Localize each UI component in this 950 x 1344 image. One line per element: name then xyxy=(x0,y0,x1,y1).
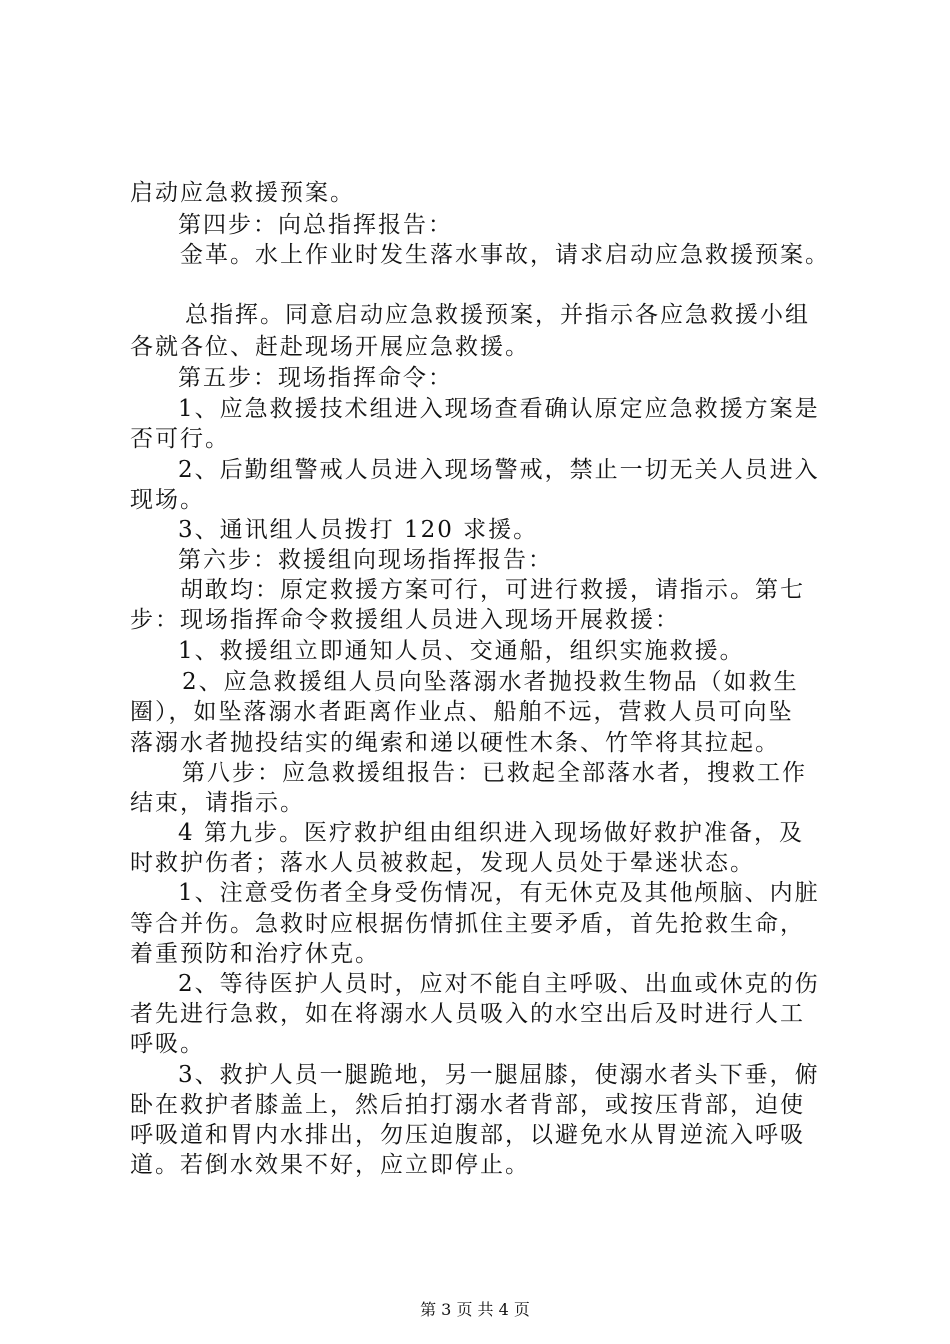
page-footer: 第 3 页 共 4 页 xyxy=(420,1300,530,1319)
text-line: 胡敢均：原定救援方案可行，可进行救援，请指示。第七 xyxy=(180,577,805,603)
text-line: 时救护伤者；落水人员被救起，发现人员处于晕迷状态。 xyxy=(130,850,755,876)
text-line: 2、等待医护人员时，应对不能自主呼吸、出血或休克的伤 xyxy=(178,971,820,997)
text-line: 总指挥。同意启动应急救援预案，并指示各应急救援小组 xyxy=(185,302,810,328)
text-line: 者先进行急救，如在将溺水人员吸入的水空出后及时进行人工 xyxy=(130,1001,805,1027)
text-line: 金革。水上作业时发生落水事故，请求启动应急救援预案。 xyxy=(180,242,830,268)
text-line: 圈），如坠落溺水者距离作业点、船舶不远，营救人员可向坠 xyxy=(130,699,794,725)
text-line: 1、注意受伤者全身受伤情况，有无休克及其他颅脑、内脏 xyxy=(178,880,820,906)
text-line: 1、应急救援技术组进入现场查看确认原定应急救援方案是 xyxy=(178,396,820,422)
text-line: 现场。 xyxy=(130,487,205,513)
text-line: 着重预防和治疗休克。 xyxy=(130,941,380,967)
text-line: 第四步：向总指挥报告： xyxy=(178,212,453,238)
text-line: 呼吸。 xyxy=(130,1031,205,1057)
text-line: 结束，请指示。 xyxy=(130,790,305,816)
text-line: 各就各位、赶赴现场开展应急救援。 xyxy=(130,334,530,360)
text-line: 启动应急救援预案。 xyxy=(130,180,355,206)
text-line: 第五步：现场指挥命令： xyxy=(178,365,453,391)
text-line: 卧在救护者膝盖上，然后拍打溺水者背部，或按压背部，迫使 xyxy=(130,1092,805,1118)
text-line: 3、救护人员一腿跪地，另一腿屈膝，使溺水者头下垂，俯 xyxy=(178,1062,820,1088)
text-line: 否可行。 xyxy=(130,426,230,452)
text-line: 步：现场指挥命令救援组人员进入现场开展救援： xyxy=(130,607,680,633)
text-line: 2、应急救援组人员向坠落溺水者抛投救生物品（如救生 xyxy=(182,669,799,695)
text-line: 等合并伤。急救时应根据伤情抓住主要矛盾，首先抢救生命， xyxy=(130,911,805,937)
text-line: 2、后勤组警戒人员进入现场警戒，禁止一切无关人员进入 xyxy=(178,457,820,483)
text-line: 第六步：救援组向现场指挥报告： xyxy=(178,547,553,573)
text-line: 落溺水者抛投结实的绳索和递以硬性木条、竹竿将其拉起。 xyxy=(130,730,780,756)
text-line: 1、救援组立即通知人员、交通船，组织实施救援。 xyxy=(178,638,745,664)
text-line: 呼吸道和胃内水排出，勿压迫腹部，以避免水从胃逆流入呼吸 xyxy=(130,1122,805,1148)
text-line: 第八步：应急救援组报告：已救起全部落水者，搜救工作 xyxy=(182,760,807,786)
text-line: 道。若倒水效果不好，应立即停止。 xyxy=(130,1152,530,1178)
text-line: 4 第九步。医疗救护组由组织进入现场做好救护准备，及 xyxy=(178,820,804,846)
text-line: 3、通讯组人员拨打 120 求援。 xyxy=(178,517,539,543)
